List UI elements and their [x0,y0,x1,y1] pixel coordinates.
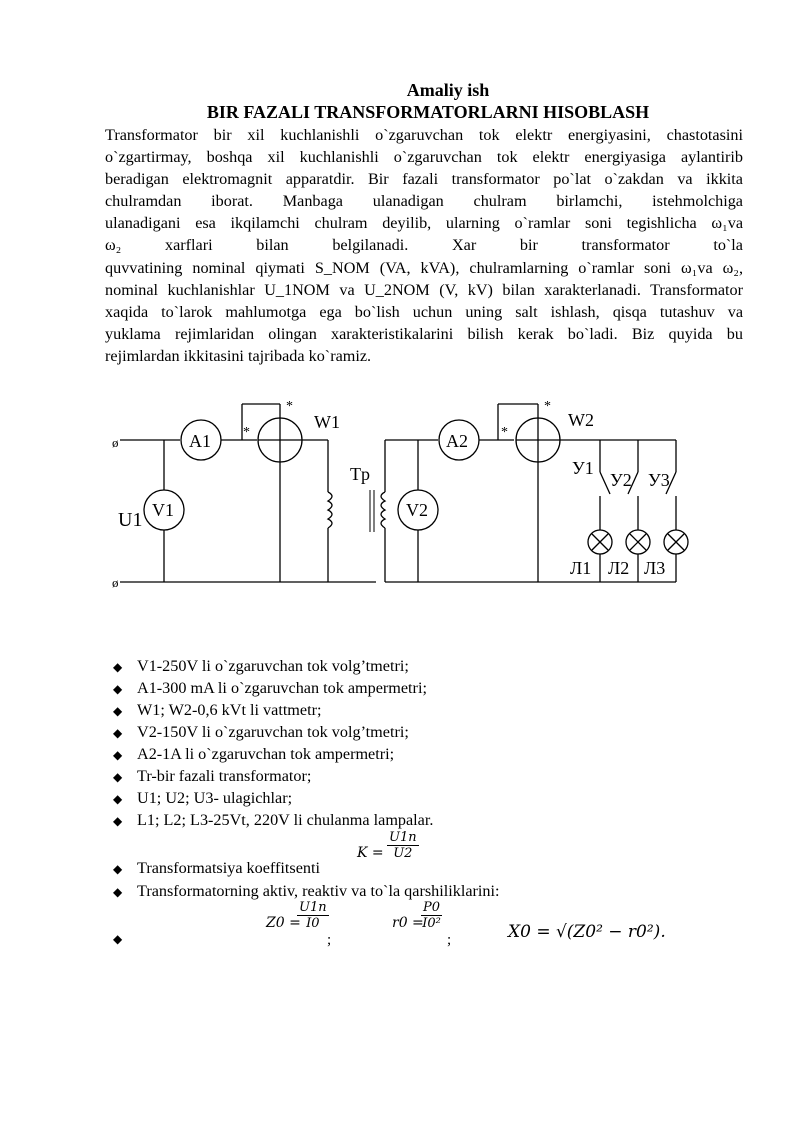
k-formula-fraction: $\frac{U1n}{U2}$ [389,830,417,861]
w1-label: W1 [314,412,340,432]
diamond-bullet-icon: ◆ [113,792,123,806]
diamond-bullet-icon: ◆ [113,726,123,740]
diamond-bullet-icon: ◆ [113,704,123,718]
diamond-bullet-icon: ◆ [113,814,123,828]
list-item: ◆ W1; W2-0,6 kVt li vattmetr; [113,701,322,719]
lamp-l3-label: Л3 [644,558,666,578]
list-item: ◆ V2-150V li o`zgaruvchan tok volg’tmetri; [113,723,409,741]
doc-title: BIR FAZALI TRANSFORMATORLARNI HISOBLASH [206,102,650,122]
lamp-l2-label: Л2 [608,558,630,578]
para-line: Transformator bir xil kuchlanishli o`zgaruvchan tok elektr energiyasini, chastotasini [105,126,743,144]
x0-formula: X0 = √(Z0² − r0²). [508,922,666,942]
diamond-bullet-icon: ◆ [113,660,123,674]
para-line: chulramdan iborat. Manbaga ulanadigan chulram birlamchi, istehmolchiga [105,192,743,211]
list-item: ◆ L1; L2; L3-25Vt, 220V li chulanma lampalar. [113,811,434,829]
list-item: ◆ Transformatorning aktiv, reaktiv va to`la qarshiliklarini: [113,882,500,900]
para-line: xaqida to`larok mahlumotga ega bo`lish uchun uning salt ishlash, qisqa tutashuv va [105,302,743,321]
svg-text:*: * [501,425,508,440]
para-line: quvvatining nominal qiymati S_NOM (VA, kVA), chulramlarning o`ramlar soni ω₁va ω₂, [105,258,743,277]
list-item [113,929,137,948]
switch-y1-label: У1 [572,458,594,478]
lamp-l1-label: Л1 [570,558,592,578]
para-line: o`zgartirmay, boshqa xil kuchlanishli o`zgaruvchan tok elektr energiyasiga aylantirib [105,148,743,167]
svg-text:ø: ø [112,435,119,450]
switch-y2-label: У2 [610,470,632,490]
v1-label: V1 [152,500,174,520]
doc-heading: Amaliy ish [406,80,490,100]
list-item: ◆ A2-1A li o`zgaruvchan tok ampermetri; [113,745,395,763]
k-formula-lhs: K = [357,845,384,861]
svg-text:*: * [243,425,250,440]
list-item: ◆ A1-300 mA li o`zgaruvchan tok ampermetri; [113,679,427,697]
diamond-bullet-icon: ◆ [113,885,123,899]
diamond-bullet-icon: ◆ [113,748,123,762]
diamond-bullet-icon: ◆ [113,770,123,784]
para-line: rejimlardan ikkitasini tajribada ko`ramiz. [105,346,372,365]
list-item: ◆ Transformatsiya koeffitsenti [113,859,320,877]
para-line: beradigan elektromagnit apparatdir. Bir fazali transformator po`lat o`zakdan va ikkita [105,170,743,189]
z0-formula-lhs: Z0 = [266,915,301,931]
v2-label: V2 [406,500,428,520]
diamond-bullet-icon: ◆ [113,862,123,876]
para-line: yuklama rejimlaridan olingan xarakteristikalarini bilish kerak bo`ladi. Biz quyida bu [105,324,743,343]
diamond-bullet-icon: ◆ [113,932,123,946]
list-item: ◆ V1-250V li o`zgaruvchan tok volg’tmetri; [113,657,409,675]
svg-text:*: * [286,399,293,414]
u1-label: U1 [118,509,143,531]
para-line: ω₂ xarflari bilan belgilanadi. Xar bir transformator to`la [105,236,743,255]
intro-paragraph [105,124,743,367]
svg-text:ø: ø [112,575,119,590]
para-line: nominal kuchlanishlar U_1NOM va U_2NOM (V, kV) bilan xarakterlanadi. Transformator [105,280,743,299]
transformer-circuit-diagram [100,392,700,602]
r0-formula-lhs: r0 = [392,915,424,931]
switch-y3-label: У3 [648,470,670,490]
z0-formula-fraction: $\frac{U1n}{I0}$ [299,900,327,931]
para-line: ulanadigani esa ikqilamchi chulram deyilib, ularning o`ramlar soni tegishlicha ω₁va [105,214,743,233]
list-item: ◆ U1; U2; U3- ulagichlar; [113,789,293,807]
diamond-bullet-icon: ◆ [113,682,123,696]
a2-label: A2 [446,431,468,451]
r0-formula-fraction: $\frac{P0}{\text{I0²}}$ [422,900,441,931]
w2-label: W2 [568,410,594,430]
a1-label: A1 [189,431,211,451]
svg-text:*: * [544,399,551,414]
load-branch-3 [664,440,688,582]
list-item: ◆ Tr-bir fazali transformator; [113,767,312,785]
transformer-label: Tp [350,464,370,484]
